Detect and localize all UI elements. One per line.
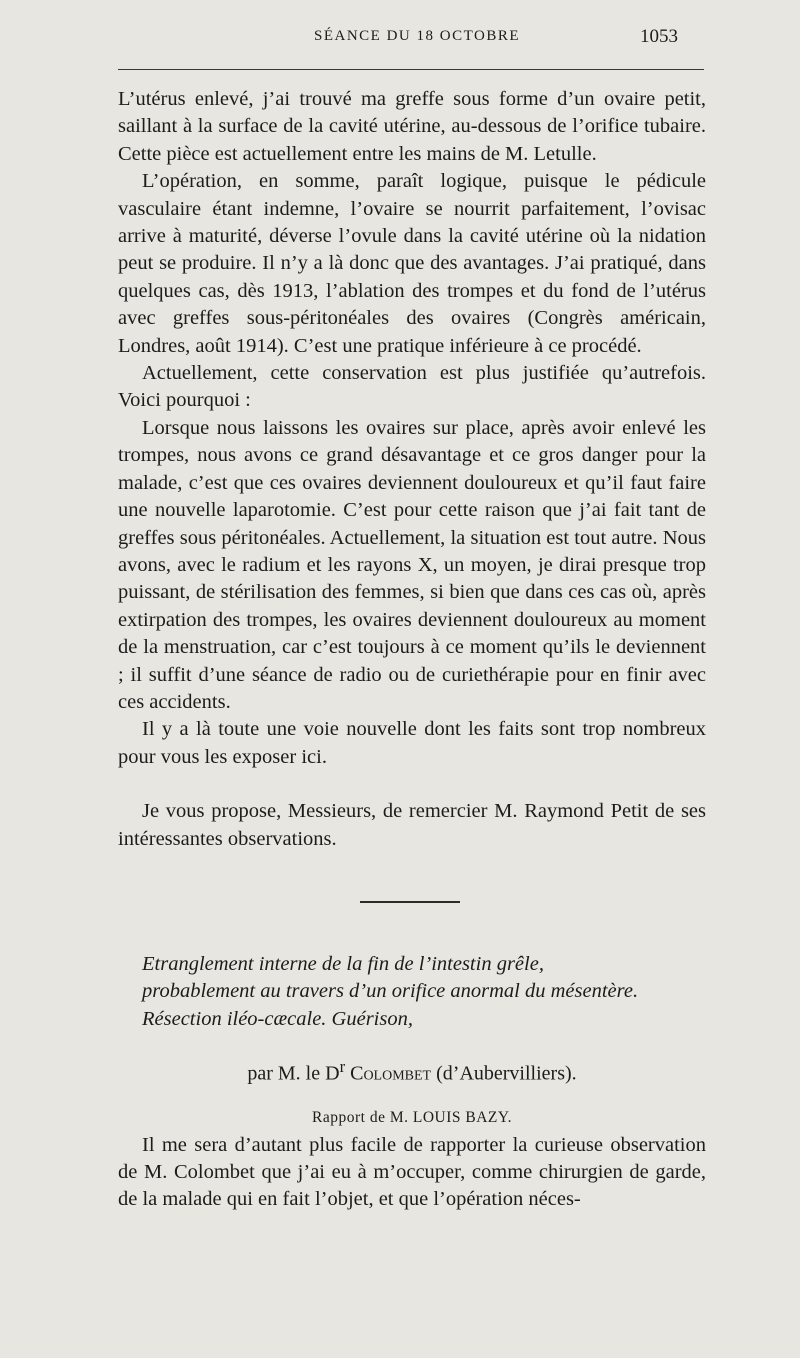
page-number: 1053: [640, 26, 678, 47]
paragraph-1: L’utérus enlevé, j’ai trouvé ma greffe sous forme d’un ovaire petit, saillant à la surface de la cavité utérine, au-dessous de l’orifice tubaire. Cette pièce est actuellement entre les mains de M. Letulle.: [118, 88, 706, 165]
paragraph-5: Il y a là toute une voie nouvelle dont les faits sont trop nombreux pour vous les exposer ici.: [118, 718, 706, 768]
page-body: [118, 86, 706, 1214]
byline-author: Colombet: [350, 1062, 432, 1085]
paragraph-2: L’opération, en somme, paraît logique, puisque le pédicule vasculaire étant indemne, l’ovaire se nourrit parfaitement, l’ovisac arrive à maturité, déverse l’ovule dans la cavité utérine où la nidation peut se produire. Il n’y a là donc que des avantages. J’ai pratiqué, dans quelques cas, dès 1913, l’ablation des trompes et du fond de l’utérus avec greffes sous-péritonéales des ovaires (Congrès américain, Londres, août 1914). C’est une pratique inférieure à ce procédé.: [118, 170, 706, 357]
paragraph-gap: [118, 771, 706, 798]
section-separator: [360, 901, 460, 903]
byline-superscript: r: [339, 1057, 346, 1077]
paragraph-4: Lorsque nous laissons les ovaires sur place, après avoir enlevé les trompes, nous avons ce grand désavantage et ce gros danger pour la malade, c’est que ces ovaires deviennent douloureux et qu’il faut faire une nouvelle laparotomie. C’est pour cette raison que j’ai fait tant de greffes sous péritonéales. Actuellement, la situation est tout autre. Nous avons, avec le radium et les rayons X, un moyen, je dirai presque trop puissant, de stérilisation des femmes, si bien que dans ces cas où, après extirpation des trompes, les ovaires deviennent douloureux au moment de la menstruation, car c’est toujours à ce moment qu’ils le deviennent ; il suffit d’une séance de radio ou de curiethérapie pour en finir avec ces accidents.: [118, 416, 706, 713]
article-title-line-3: Résection iléo-cæcale. Guérison,: [142, 1007, 413, 1030]
report-line: Rapport de M. LOUIS BAZY.: [312, 1109, 512, 1127]
article-title-line-2: probablement au travers d’un orifice anormal du mésentère.: [142, 980, 639, 1003]
article-byline: [118, 1053, 706, 1088]
closing-paragraph: Je vous propose, Messieurs, de remercier M. Raymond Petit de ses intéressantes observations.: [118, 800, 706, 850]
article-title-line-1: Etranglement interne de la fin de l’intestin grêle,: [142, 952, 544, 975]
paragraph-3: Actuellement, cette conservation est plus justifiée qu’autrefois. Voici pourquoi :: [118, 362, 706, 412]
byline-prefix: par M. le D: [247, 1062, 340, 1085]
report-paragraph: Il me sera d’autant plus facile de rapporter la curieuse observation de M. Colombet que j’ai eu à m’occuper, comme chirurgien de garde, de la malade qui en fait l’objet, et que l’opération néces-: [118, 1133, 706, 1211]
header-rule: [118, 69, 704, 70]
page-header: [0, 22, 800, 52]
running-title: SÉANCE DU 18 OCTOBRE: [314, 28, 520, 44]
byline-place: (d’Aubervilliers).: [436, 1062, 577, 1085]
